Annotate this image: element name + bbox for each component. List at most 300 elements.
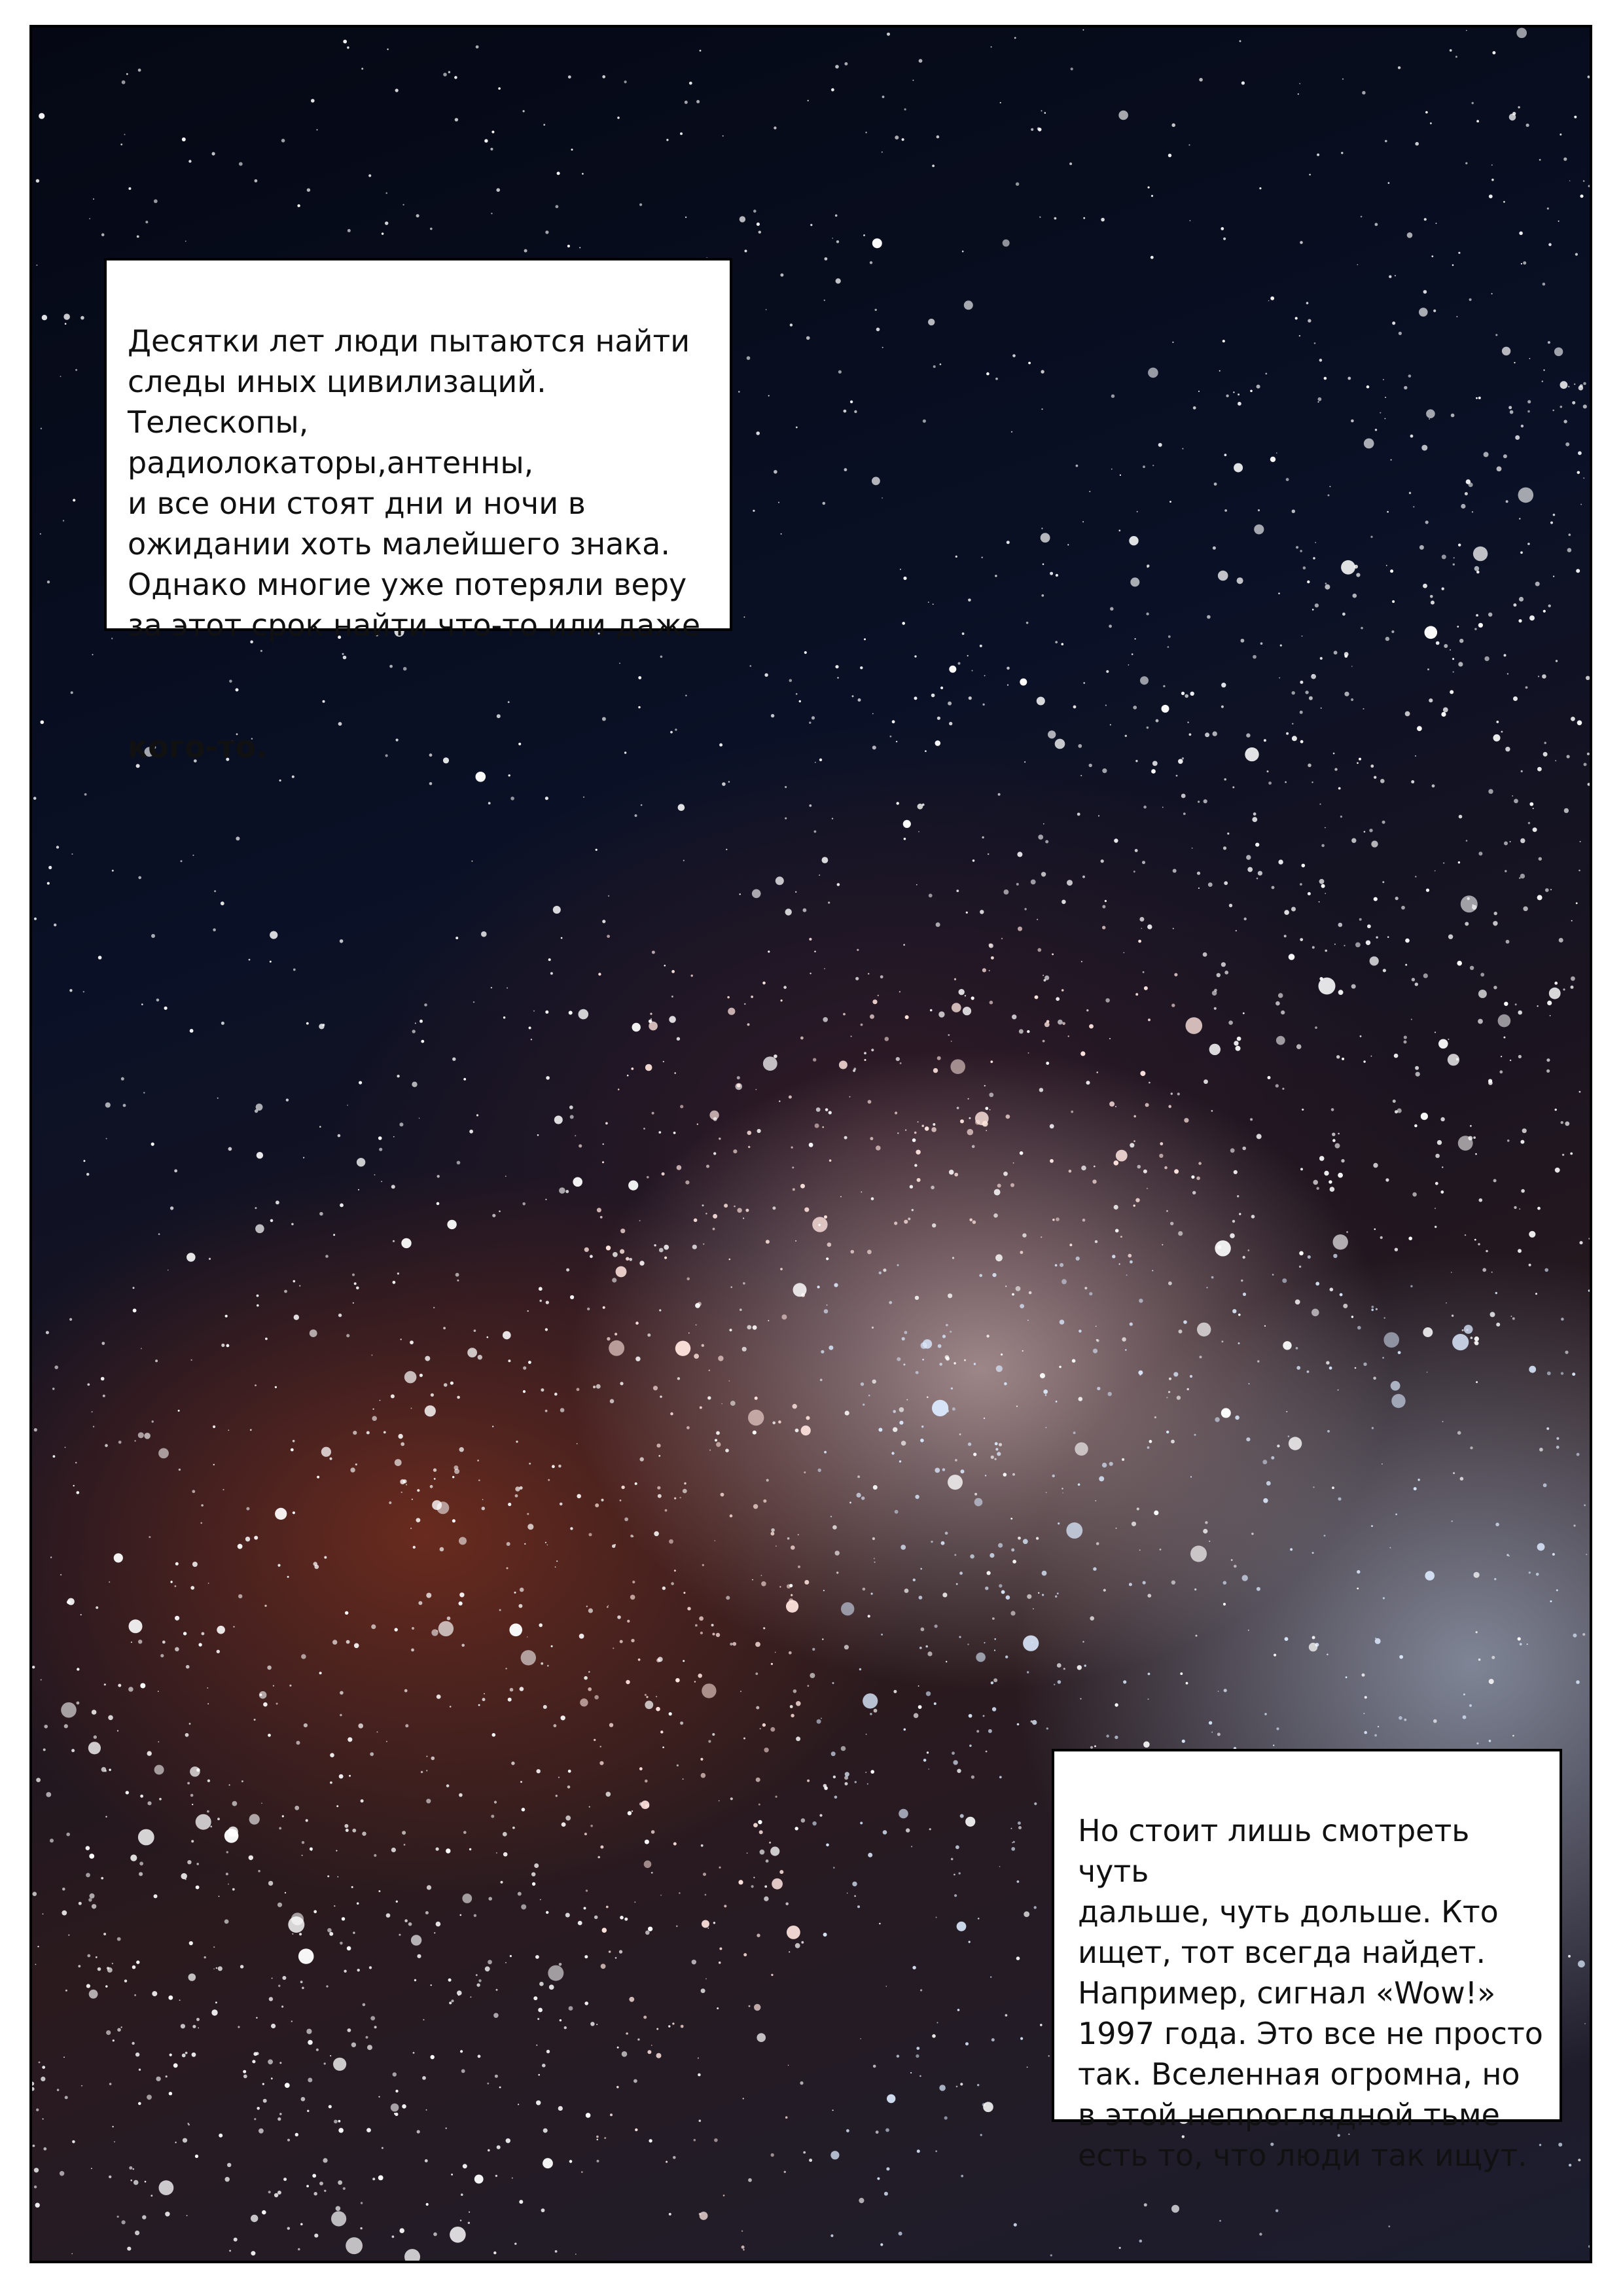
star-dot <box>1295 1299 1300 1304</box>
star-dot <box>1061 989 1064 992</box>
star-dot <box>1364 1731 1367 1734</box>
star-dot <box>929 1828 931 1830</box>
star-dot <box>543 2128 548 2133</box>
star-dot <box>737 1208 741 1213</box>
star-dot <box>1338 1173 1343 1178</box>
star-dot <box>361 68 363 70</box>
star-dot <box>714 2138 718 2142</box>
star-dot <box>1010 1611 1015 1615</box>
star-dot <box>808 1685 810 1687</box>
star-dot <box>1357 1588 1359 1590</box>
star-dot <box>1106 670 1109 673</box>
star-dot <box>69 989 72 992</box>
star-dot <box>750 665 752 667</box>
star-dot <box>1095 1500 1096 1501</box>
star-dot <box>1559 938 1563 942</box>
star-dot <box>298 1948 314 1964</box>
star-dot <box>134 2180 139 2185</box>
star-dot <box>398 1434 402 1439</box>
star-dot <box>559 1187 565 1194</box>
star-dot <box>1046 1727 1048 1729</box>
star-dot <box>1248 1630 1249 1631</box>
star-dot <box>1203 952 1207 957</box>
star-dot <box>921 1628 925 1632</box>
star-dot <box>751 1885 754 1888</box>
star-dot <box>1218 571 1228 581</box>
star-dot <box>1346 1676 1347 1678</box>
star-dot <box>1473 547 1488 561</box>
star-dot <box>1128 664 1130 666</box>
star-dot <box>1224 881 1228 885</box>
star-dot <box>1315 1026 1317 1029</box>
star-dot <box>463 1831 467 1834</box>
star-dot <box>1527 400 1531 403</box>
star-dot <box>558 1465 562 1468</box>
star-dot <box>133 1287 135 1289</box>
star-dot <box>1351 420 1354 423</box>
star-dot <box>1533 808 1534 809</box>
star-dot <box>1148 1673 1150 1676</box>
star-dot <box>460 2219 461 2221</box>
star-dot <box>956 1583 958 1585</box>
star-dot <box>93 198 94 200</box>
star-dot <box>949 1170 954 1175</box>
star-dot <box>1062 1492 1063 1494</box>
star-dot <box>918 1685 919 1687</box>
star-dot <box>656 1707 660 1712</box>
star-dot <box>827 1304 828 1306</box>
star-dot <box>626 1680 630 1684</box>
star-dot <box>755 1672 758 1675</box>
star-dot <box>995 1448 998 1450</box>
star-dot <box>1378 1726 1379 1727</box>
star-dot <box>1421 1113 1428 1120</box>
star-dot <box>980 910 984 914</box>
star-dot <box>747 1023 750 1026</box>
star-dot <box>789 1651 792 1655</box>
star-dot <box>635 814 637 817</box>
star-dot <box>1319 359 1323 362</box>
star-dot <box>1001 1590 1005 1594</box>
star-dot <box>968 1098 969 1100</box>
star-dot <box>174 1170 177 1173</box>
star-dot <box>749 2005 751 2007</box>
star-dot <box>1089 1024 1094 1029</box>
star-dot <box>639 204 642 206</box>
star-dot <box>569 1011 573 1014</box>
star-dot <box>1010 1183 1014 1187</box>
star-dot <box>1491 164 1493 166</box>
star-dot <box>1014 37 1016 39</box>
star-dot <box>1138 940 1141 943</box>
star-dot <box>1547 1001 1552 1005</box>
star-dot <box>455 118 458 121</box>
star-dot <box>963 1007 971 1015</box>
star-dot <box>196 1886 200 1890</box>
star-dot <box>702 1683 716 1698</box>
star-dot <box>1183 1320 1187 1324</box>
star-dot <box>1198 800 1200 802</box>
star-dot <box>602 717 606 721</box>
star-dot <box>818 1469 821 1472</box>
star-dot <box>404 2249 420 2261</box>
star-dot <box>705 1213 707 1215</box>
star-dot <box>1491 293 1493 295</box>
star-dot <box>753 1504 758 1509</box>
star-dot <box>835 65 839 69</box>
star-dot <box>545 797 548 800</box>
star-dot <box>1561 1121 1563 1124</box>
star-dot <box>1430 122 1432 124</box>
star-dot <box>357 1158 365 1166</box>
star-dot <box>588 1687 592 1691</box>
star-dot <box>590 1255 593 1258</box>
star-dot <box>1218 1691 1219 1692</box>
star-dot <box>699 2120 702 2123</box>
star-dot <box>771 1974 773 1976</box>
star-dot <box>589 1806 590 1808</box>
star-dot <box>204 1956 206 1958</box>
star-dot <box>385 221 388 224</box>
star-dot <box>1423 290 1427 294</box>
star-dot <box>763 1056 777 1071</box>
star-dot <box>1503 1037 1505 1039</box>
star-dot <box>1512 1318 1515 1320</box>
star-dot <box>1177 1395 1181 1399</box>
star-dot <box>431 1629 438 1636</box>
star-dot <box>91 2168 92 2169</box>
star-dot <box>566 1268 569 1272</box>
star-dot <box>583 797 584 798</box>
star-dot <box>1506 940 1510 944</box>
star-dot <box>629 1258 632 1261</box>
star-dot <box>1436 641 1440 645</box>
star-dot <box>443 1327 446 1329</box>
star-dot <box>762 982 766 985</box>
star-dot <box>196 2018 200 2021</box>
star-dot <box>904 109 906 111</box>
star-dot <box>1018 1821 1021 1825</box>
star-dot <box>78 1965 80 1967</box>
star-dot <box>481 931 487 937</box>
star-dot <box>774 126 776 129</box>
star-dot <box>350 1467 355 1472</box>
star-dot <box>757 1129 761 1133</box>
star-dot <box>857 949 859 951</box>
star-dot <box>1401 906 1405 910</box>
star-dot <box>1272 886 1275 889</box>
star-dot <box>421 1040 424 1043</box>
star-dot <box>461 1644 465 1647</box>
star-dot <box>1215 1417 1219 1422</box>
star-dot <box>702 1564 704 1566</box>
star-dot <box>677 1037 680 1041</box>
star-dot <box>73 1485 75 1486</box>
star-dot <box>1577 471 1580 475</box>
star-dot <box>1232 1220 1235 1223</box>
star-dot <box>831 88 834 92</box>
star-dot <box>293 1280 296 1283</box>
star-dot <box>283 2178 287 2181</box>
star-dot <box>482 1507 485 1510</box>
star-dot <box>1493 734 1501 742</box>
star-dot <box>940 687 943 689</box>
star-dot <box>651 1872 653 1874</box>
star-dot <box>1120 475 1121 476</box>
star-dot <box>584 2001 588 2005</box>
star-dot <box>259 2128 264 2134</box>
star-dot <box>347 1946 351 1951</box>
star-dot <box>1292 510 1295 513</box>
star-dot <box>531 1039 532 1040</box>
star-dot <box>672 2022 674 2024</box>
star-dot <box>700 1758 703 1761</box>
star-dot <box>506 2138 510 2143</box>
star-dot <box>1392 600 1395 603</box>
star-dot <box>541 1388 544 1391</box>
star-dot <box>424 1003 427 1007</box>
star-dot <box>980 645 982 647</box>
star-dot <box>1102 905 1105 908</box>
star-dot <box>837 883 840 886</box>
star-dot <box>928 601 929 603</box>
star-dot <box>1132 1522 1136 1526</box>
star-dot <box>694 2139 696 2142</box>
star-dot <box>762 1723 766 1727</box>
star-dot <box>1130 1261 1133 1264</box>
star-dot <box>1098 815 1099 816</box>
star-dot <box>874 1709 878 1713</box>
star-dot <box>1554 348 1563 356</box>
star-dot <box>1114 1160 1119 1166</box>
star-dot <box>48 866 52 869</box>
star-dot <box>52 1388 55 1390</box>
star-dot <box>932 1400 948 1416</box>
star-dot <box>105 1816 107 1818</box>
star-dot <box>1243 1293 1246 1296</box>
star-dot <box>1123 952 1124 954</box>
star-dot <box>1260 642 1263 645</box>
star-dot <box>804 1471 806 1473</box>
star-dot <box>43 2147 46 2151</box>
star-dot <box>65 2096 68 2099</box>
star-dot <box>137 236 139 238</box>
star-dot <box>164 1007 168 1010</box>
star-dot <box>96 1956 98 1958</box>
star-dot <box>540 1899 541 1901</box>
star-dot <box>1143 1742 1150 1748</box>
star-dot <box>740 216 745 222</box>
star-dot <box>292 1933 293 1935</box>
star-dot <box>965 995 966 996</box>
star-dot <box>1382 1463 1383 1465</box>
star-dot <box>713 1152 716 1155</box>
star-dot <box>733 1149 737 1153</box>
star-dot <box>190 1359 192 1361</box>
star-dot <box>1451 414 1455 418</box>
star-dot <box>1050 1124 1054 1128</box>
star-dot <box>382 2147 383 2149</box>
star-dot <box>546 2050 550 2053</box>
star-dot <box>482 1698 486 1701</box>
star-dot <box>545 1011 548 1014</box>
star-dot <box>1415 982 1418 986</box>
star-dot <box>954 1362 956 1365</box>
star-dot <box>491 1815 494 1818</box>
star-dot <box>734 1206 736 1208</box>
star-dot <box>884 2192 888 2196</box>
star-dot <box>126 73 128 75</box>
star-dot <box>307 2110 309 2112</box>
star-dot <box>571 149 573 151</box>
star-dot <box>225 1315 228 1318</box>
star-dot <box>1061 1279 1067 1284</box>
star-dot <box>183 1632 187 1635</box>
star-dot <box>1465 922 1469 926</box>
star-dot <box>1413 506 1414 507</box>
star-dot <box>260 1694 262 1696</box>
star-dot <box>434 1478 436 1480</box>
star-dot <box>1539 2144 1541 2146</box>
star-dot <box>151 2195 152 2197</box>
star-dot <box>261 1803 262 1804</box>
star-dot <box>694 1219 698 1223</box>
star-dot <box>740 1691 741 1692</box>
star-dot <box>192 855 194 856</box>
star-dot <box>1456 316 1457 317</box>
star-dot <box>1476 614 1478 617</box>
star-dot <box>933 1123 935 1126</box>
star-dot <box>472 861 473 862</box>
star-dot <box>771 1663 773 1665</box>
star-dot <box>1505 747 1510 751</box>
star-dot <box>515 1494 518 1498</box>
star-dot <box>1326 1361 1329 1365</box>
star-dot <box>772 1422 776 1425</box>
star-dot <box>1578 1960 1585 1967</box>
star-dot <box>457 1161 461 1165</box>
star-dot <box>999 1776 1002 1778</box>
star-dot <box>1171 2205 1179 2213</box>
star-dot <box>411 1408 412 1409</box>
star-dot <box>918 804 923 810</box>
star-dot <box>878 995 879 996</box>
star-dot <box>1499 1070 1503 1073</box>
star-dot <box>1387 936 1389 938</box>
star-dot <box>656 2028 658 2030</box>
star-dot <box>1569 2164 1571 2166</box>
star-dot <box>1564 808 1569 813</box>
star-dot <box>849 1501 851 1503</box>
star-dot <box>978 1918 980 1920</box>
star-dot <box>986 1130 987 1132</box>
star-dot <box>569 2160 573 2163</box>
star-dot <box>225 2177 230 2181</box>
star-dot <box>145 2181 147 2183</box>
star-dot <box>916 2047 919 2050</box>
star-dot <box>300 1981 303 1983</box>
star-dot <box>188 1973 196 1981</box>
star-dot <box>1312 946 1315 949</box>
star-dot <box>955 556 957 558</box>
star-dot <box>1055 1596 1057 1598</box>
star-dot <box>267 1666 272 1670</box>
star-dot <box>855 1781 857 1783</box>
star-dot <box>1041 1236 1042 1238</box>
star-dot <box>1194 1588 1196 1590</box>
star-dot <box>1135 849 1138 852</box>
star-dot <box>1081 961 1082 962</box>
star-dot <box>755 1089 757 1090</box>
star-dot <box>993 1213 998 1218</box>
star-dot <box>523 110 525 112</box>
star-dot <box>1101 218 1105 222</box>
star-dot <box>1130 1323 1133 1326</box>
star-dot <box>1362 1674 1365 1677</box>
star-dot <box>833 1776 836 1778</box>
star-dot <box>213 1946 215 1948</box>
star-dot <box>973 1453 976 1456</box>
star-dot <box>257 1152 263 1158</box>
star-dot <box>1520 551 1523 554</box>
star-dot <box>1476 1631 1478 1633</box>
star-dot <box>1284 935 1287 937</box>
star-dot <box>143 1092 145 1093</box>
star-dot <box>588 1671 590 1673</box>
space-panel <box>29 25 1592 2263</box>
star-dot <box>124 1980 127 1982</box>
star-dot <box>687 1426 690 1429</box>
star-dot <box>959 989 965 995</box>
star-dot <box>897 2054 899 2057</box>
star-dot <box>568 75 571 79</box>
star-dot <box>950 1059 965 1074</box>
star-dot <box>1182 1740 1185 1743</box>
star-dot <box>360 2227 362 2229</box>
star-dot <box>1395 1248 1398 1251</box>
star-dot <box>1120 1236 1122 1238</box>
star-dot <box>577 1494 581 1499</box>
star-dot <box>393 1240 395 1242</box>
star-dot <box>1423 973 1428 978</box>
star-dot <box>426 2109 427 2111</box>
star-dot <box>872 238 882 248</box>
star-dot <box>700 50 702 52</box>
star-dot <box>1302 864 1306 868</box>
star-dot <box>1055 1264 1058 1266</box>
star-dot <box>990 1109 991 1111</box>
star-dot <box>687 1607 690 1610</box>
star-dot <box>389 1501 391 1504</box>
star-dot <box>1143 465 1145 468</box>
star-dot <box>968 599 971 602</box>
star-dot <box>649 1022 658 1031</box>
star-dot <box>982 968 986 972</box>
star-dot <box>402 1831 406 1835</box>
star-dot <box>712 1733 715 1736</box>
star-dot <box>139 2069 141 2071</box>
star-dot <box>654 1244 656 1246</box>
star-dot <box>162 1641 166 1644</box>
star-dot <box>1527 543 1530 545</box>
star-dot <box>584 1833 587 1835</box>
star-dot <box>837 677 838 678</box>
star-dot <box>604 2137 606 2139</box>
star-dot <box>123 1104 126 1107</box>
star-dot <box>868 1395 870 1397</box>
star-dot <box>556 1560 558 1562</box>
star-dot <box>627 1075 629 1077</box>
